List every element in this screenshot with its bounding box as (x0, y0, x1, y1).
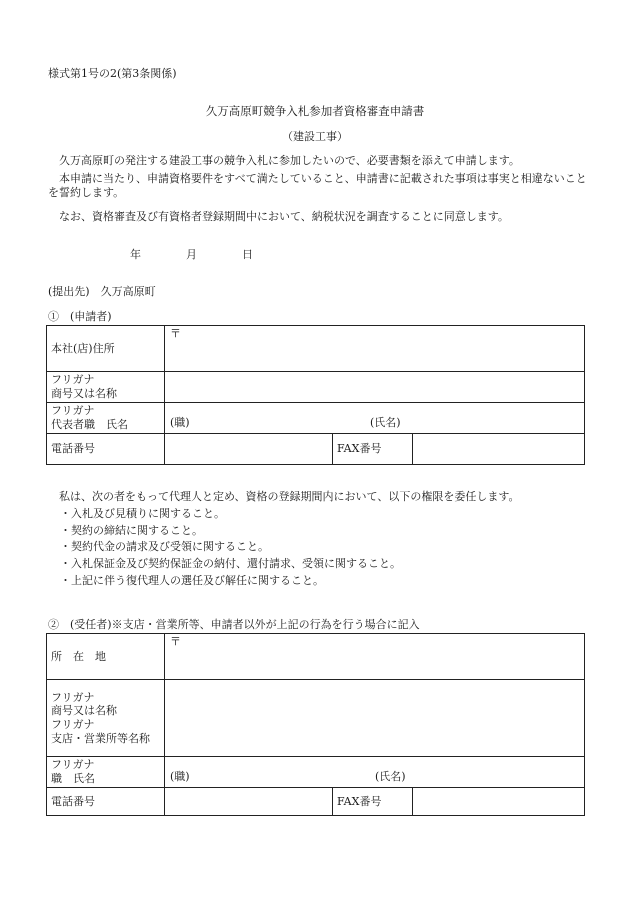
delegation-item-contract: ・ 契約の締結に関すること。 (60, 524, 596, 538)
date-day-label: 日 (242, 248, 253, 261)
agent-person-label: (氏名) (375, 770, 406, 784)
agent-name-label-cell (47, 680, 165, 757)
applicant-fax-field[interactable] (413, 434, 585, 465)
delegation-intro: 私は、次の者をもって代理人と定め、資格の登録期間内において、以下の権限を委任します。 (59, 490, 520, 503)
postal-mark-icon: 〒 (170, 327, 181, 340)
agent-person-label-cell (47, 757, 165, 788)
intro-paragraph-1 (48, 154, 596, 168)
agent-address-field[interactable] (165, 634, 585, 680)
applicant-title-label: (職) (170, 416, 190, 430)
agent-name-row (47, 680, 585, 757)
agent-address-row (47, 634, 585, 680)
applicant-rep-row (47, 403, 585, 434)
agent-person-row (47, 757, 585, 788)
delegation-section (48, 490, 596, 591)
agent-branch-name-label: 支店・営業所等名称 (51, 731, 150, 745)
agent-name-field[interactable] (165, 680, 585, 757)
agent-title-label: (職) (170, 770, 190, 784)
delegation-item-subagent: ・ 上記に伴う復代理人の選任及び解任に関すること。 (60, 574, 596, 588)
delegation-item-deposit: ・ 入札保証金及び契約保証金の納付、還付請求、受領に関すること。 (60, 557, 596, 571)
applicant-table (46, 325, 585, 465)
agent-furigana-label: フリガナ (51, 690, 95, 704)
agent-address-label: 所 在 地 (47, 634, 165, 680)
applicant-rep-label: 代表者職 氏名 (51, 418, 128, 431)
postal-mark-icon: 〒 (170, 635, 181, 648)
applicant-phone-field[interactable] (165, 434, 333, 465)
applicant-name-label-cell (47, 372, 165, 403)
delegation-item-payment: ・ 契約代金の請求及び受領に関すること。 (60, 540, 596, 554)
form-number: 様式第1号の2(第3条関係) (48, 67, 177, 80)
agent-phone-field[interactable] (165, 788, 333, 816)
applicant-address-row (47, 326, 585, 372)
delegation-list (48, 507, 596, 588)
applicant-section-label: ① (申請者) (48, 310, 112, 323)
intro-paragraph-3-text: なお、資格審査及び有資格者登録期間中において、納税状況を調査することに同意します。 (59, 210, 509, 223)
applicant-address-label: 本社(店)住所 (47, 326, 165, 372)
intro-paragraph-2: 本申請に当たり、申請資格要件をすべて満たしていること、申請書に記載された事項は事実と相違ないことを誓約します。 (48, 172, 587, 199)
applicant-phone-row (47, 434, 585, 465)
document-subtitle: （建設工事） (282, 130, 348, 143)
date-year-label: 年 (130, 248, 141, 261)
agent-person-furigana-label: フリガナ (51, 758, 95, 772)
applicant-phone-label: 電話番号 (47, 434, 165, 465)
agent-fax-field[interactable] (413, 788, 585, 816)
agent-table (46, 633, 585, 816)
intro-paragraph-3 (48, 210, 596, 224)
agent-section-label: ② (受任者)※支店・営業所等、申請者以外が上記の行為を行う場合に記入 (48, 618, 420, 631)
applicant-rep-label-cell (47, 403, 165, 434)
agent-phone-label: 電話番号 (47, 788, 165, 816)
applicant-rep-furigana-label: フリガナ (51, 404, 95, 418)
applicant-address-field[interactable] (165, 326, 585, 372)
applicant-fax-label: FAX番号 (333, 434, 413, 465)
applicant-company-name-label: 商号又は名称 (51, 387, 117, 400)
agent-company-name-label: 商号又は名称 (51, 704, 117, 718)
submit-to: (提出先) 久万高原町 (48, 285, 156, 298)
date-month-label: 月 (186, 248, 197, 261)
agent-fax-label: FAX番号 (333, 788, 413, 816)
agent-branch-furigana-label: フリガナ (51, 718, 95, 731)
agent-phone-row (47, 788, 585, 816)
delegation-item-bid: ・ 入札及び見積りに関すること。 (60, 507, 596, 521)
applicant-name-row (47, 372, 585, 403)
intro-paragraph-1-text: 久万高原町の発注する建設工事の競争入札に参加したいので、必要書類を添えて申請します。 (59, 154, 520, 167)
date-line (130, 248, 253, 262)
applicant-person-label: (氏名) (370, 416, 401, 430)
agent-person-field[interactable] (165, 757, 585, 788)
applicant-furigana-label: フリガナ (51, 373, 95, 387)
agent-person-role-label: 職 氏名 (51, 772, 95, 785)
document-title: 久万高原町競争入札参加者資格審査申請書 (205, 104, 425, 118)
applicant-rep-field[interactable] (165, 403, 585, 434)
applicant-name-field[interactable] (165, 372, 585, 403)
